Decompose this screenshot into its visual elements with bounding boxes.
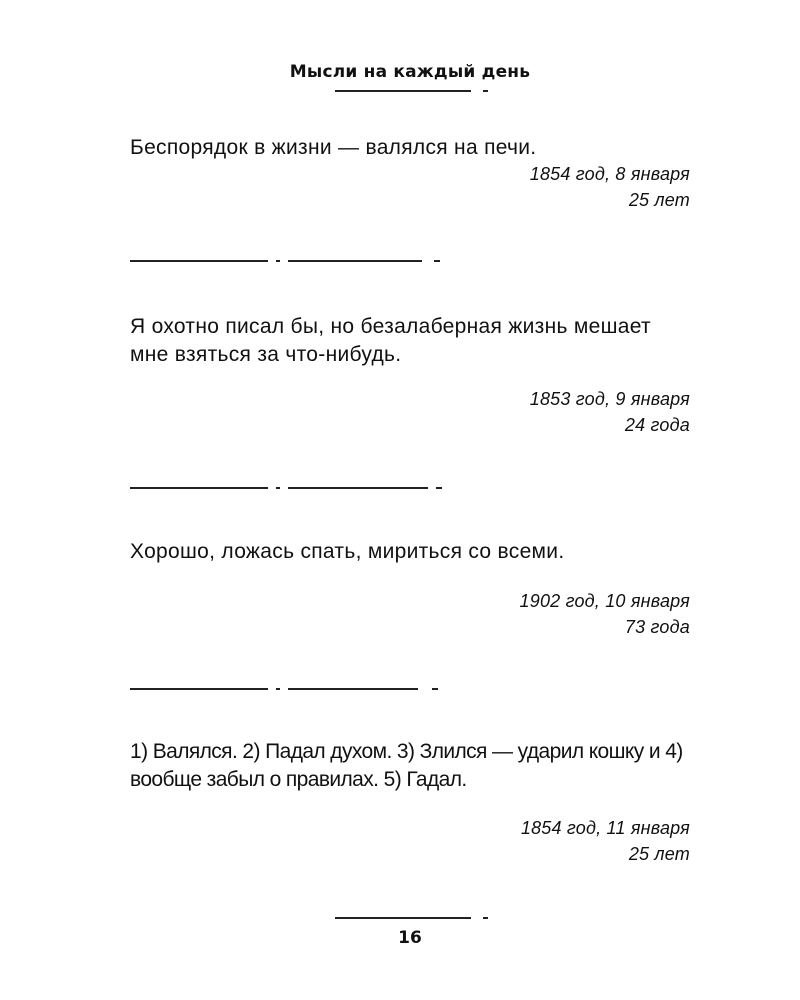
- entry-quote: Хорошо, ложась спать, мириться со всеми.: [130, 540, 565, 563]
- entry-separator: [130, 483, 450, 493]
- entry-separator: [130, 256, 450, 266]
- diary-entry: [130, 134, 695, 213]
- entry-date: 1902 год, 10 января: [519, 591, 690, 611]
- entry-age: 24 года: [624, 415, 690, 435]
- entry-date: 1854 год, 11 января: [520, 818, 690, 838]
- entry-date: 1854 год, 8 января: [529, 164, 690, 184]
- diary-entry: [130, 313, 695, 438]
- running-title: Мысли на каждый день: [289, 62, 531, 82]
- header-rule: [335, 86, 495, 96]
- diary-entry: [130, 738, 695, 867]
- entry-quote: Я охотно писал бы, но безалаберная жизнь мешает мне взяться за что-нибудь.: [130, 315, 651, 366]
- entry-separator: [130, 684, 450, 694]
- entry-quote: Беспорядок в жизни — валялся на печи.: [130, 136, 537, 159]
- entry-age: 25 лет: [628, 844, 690, 864]
- entry-age: 25 лет: [628, 190, 690, 210]
- page-number: 16: [398, 928, 422, 948]
- footer-rule: [335, 913, 495, 923]
- entry-age: 73 года: [624, 617, 690, 637]
- entry-date: 1853 год, 9 января: [529, 389, 690, 409]
- diary-entry: [130, 538, 695, 640]
- entry-quote: 1) Валялся. 2) Падал духом. 3) Злился — ударил кошку и 4) вообще забыл о правилах. 5) Гадал.: [130, 740, 683, 791]
